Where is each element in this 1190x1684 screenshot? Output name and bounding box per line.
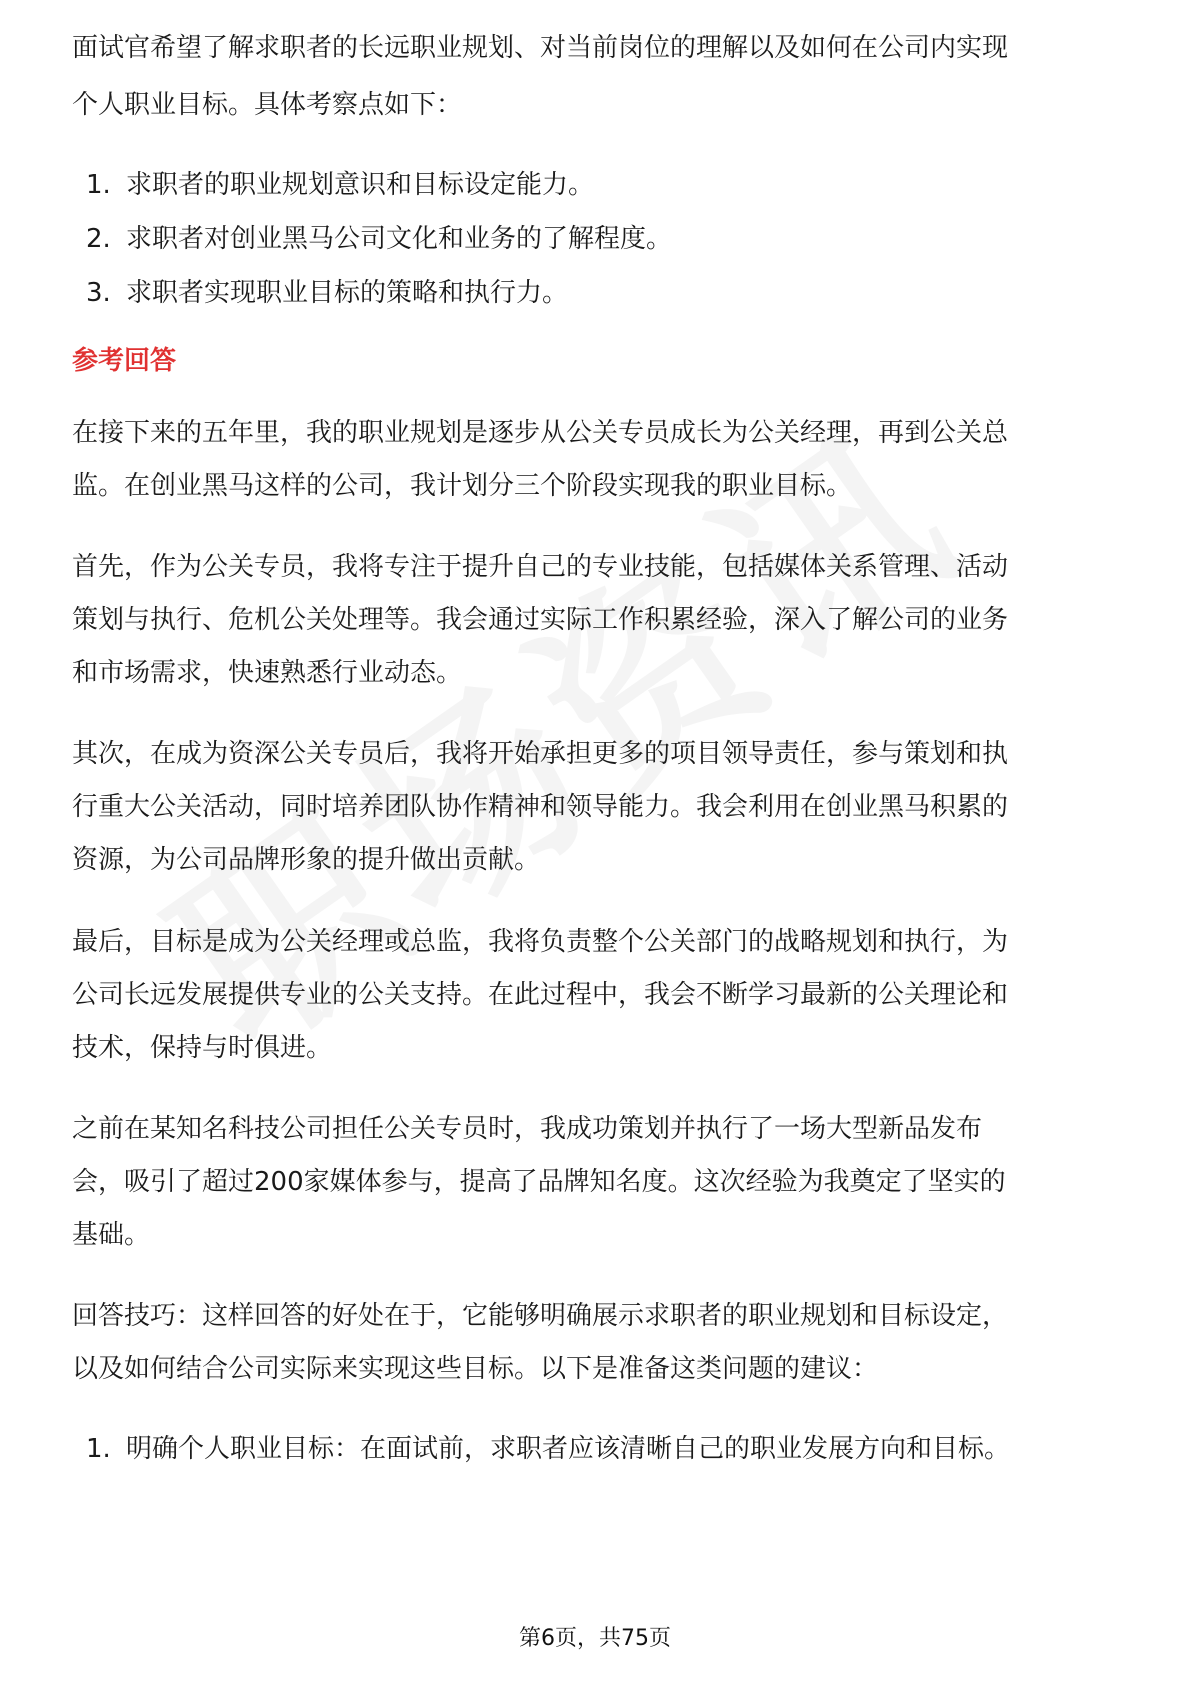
paragraph-line: 其次，在成为资深公关专员后，我将开始承担更多的项目领导责任，参与策划和执 — [72, 739, 1009, 769]
paragraph-line: 公司长远发展提供专业的公关支持。在此过程中，我会不断学习最新的公关理论和 — [72, 980, 1009, 1010]
paragraph-line: 在接下来的五年里，我的职业规划是逐步从公关专员成长为公关经理，再到公关总 — [72, 418, 1009, 448]
paragraph-line: 以及如何结合公司实际来实现这些目标。以下是准备这类问题的建议： — [72, 1354, 879, 1384]
paragraph-line: 策划与执行、危机公关处理等。我会通过实际工作积累经验，深入了解公司的业务 — [72, 605, 1009, 635]
paragraph-line: 基础。 — [72, 1220, 151, 1250]
list-item-number: 3. — [86, 278, 111, 308]
list-item-number: 1. — [86, 170, 111, 200]
list-item: 求职者的职业规划意识和目标设定能力。 — [126, 170, 595, 200]
paragraph-line: 之前在某知名科技公司担任公关专员时，我成功策划并执行了一场大型新品发布 — [72, 1114, 983, 1144]
paragraph-line: 监。在创业黑马这样的公司，我计划分三个阶段实现我的职业目标。 — [72, 471, 853, 501]
list-item: 求职者实现职业目标的策略和执行力。 — [126, 278, 569, 308]
paragraph-line: 会，吸引了超过200家媒体参与，提高了品牌知名度。这次经验为我奠定了坚实的 — [72, 1167, 1006, 1197]
intro-line-1: 面试官希望了解求职者的长远职业规划、对当前岗位的理解以及如何在公司内实现 — [72, 33, 1009, 63]
paragraph-line: 首先，作为公关专员，我将专注于提升自己的专业技能，包括媒体关系管理、活动 — [72, 552, 1009, 582]
list-item: 明确个人职业目标：在面试前，求职者应该清晰自己的职业发展方向和目标。 — [126, 1434, 1011, 1464]
list-item-number: 2. — [86, 224, 111, 254]
paragraph-line: 行重大公关活动，同时培养团队协作精神和领导能力。我会利用在创业黑马积累的 — [72, 792, 1009, 822]
paragraph-line: 回答技巧：这样回答的好处在于，它能够明确展示求职者的职业规划和目标设定， — [72, 1301, 1009, 1331]
list-item-number: 1. — [86, 1434, 111, 1464]
paragraph-line: 和市场需求，快速熟悉行业动态。 — [72, 658, 463, 688]
intro-line-2: 个人职业目标。具体考察点如下： — [72, 90, 463, 120]
paragraph-line: 资源，为公司品牌形象的提升做出贡献。 — [72, 845, 541, 875]
paragraph-line: 最后，目标是成为公关经理或总监，我将负责整个公关部门的战略规划和执行，为 — [72, 927, 1009, 957]
page-number-footer: 第6页，共75页 — [519, 1626, 671, 1651]
reference-answer-heading: 参考回答 — [72, 346, 177, 376]
list-item: 求职者对创业黑马公司文化和业务的了解程度。 — [126, 224, 673, 254]
paragraph-line: 技术，保持与时俱进。 — [72, 1033, 333, 1063]
